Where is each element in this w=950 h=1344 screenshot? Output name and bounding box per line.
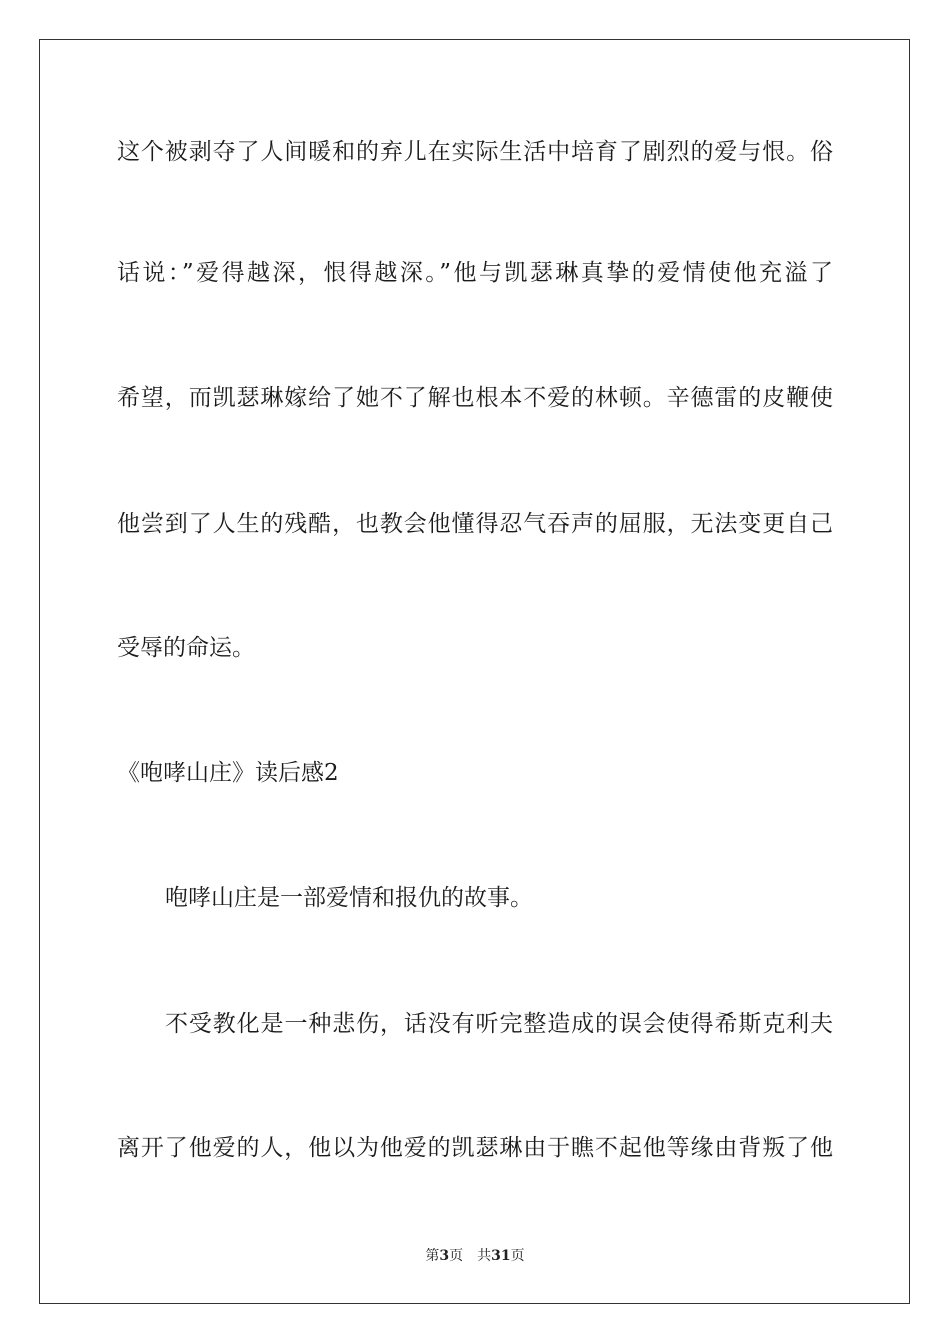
footer-prefix: 第 — [425, 1248, 440, 1264]
body-line-3: 希望，而凯瑟琳嫁给了她不了解也根本不爱的林顿。辛德雷的皮鞭使 — [117, 385, 833, 411]
page-footer — [0, 1247, 950, 1265]
paragraph-2-line-2: 离开了他爱的人，他以为他爱的凯瑟琳由于瞧不起他等缘由背叛了他 — [117, 1135, 833, 1161]
footer-page-suffix: 页 — [449, 1248, 464, 1264]
body-line-5: 受辱的命运。 — [117, 635, 255, 661]
paragraph-1: 咆哮山庄是一部爱情和报仇的故事。 — [165, 885, 533, 911]
paragraph-2-line-1: 不受教化是一种悲伤，话没有听完整造成的误会使得希斯克利夫 — [165, 1011, 833, 1037]
footer-total-prefix: 共 — [477, 1248, 492, 1264]
footer-current-page: 3 — [439, 1248, 450, 1264]
footer-total-suffix: 页 — [510, 1248, 525, 1264]
footer-total-pages: 31 — [491, 1248, 511, 1264]
body-line-1: 这个被剥夺了人间暖和的弃儿在实际生活中培育了剧烈的爱与恨。俗 — [117, 139, 833, 165]
section-heading: 《咆哮山庄》读后感2 — [117, 760, 339, 786]
body-line-4: 他尝到了人生的残酷，也教会他懂得忍气吞声的屈服，无法变更自己 — [117, 511, 833, 537]
page-border — [39, 39, 910, 1304]
body-line-2: 话说：”爱得越深，恨得越深。”他与凯瑟琳真挚的爱情使他充溢了 — [117, 260, 833, 286]
